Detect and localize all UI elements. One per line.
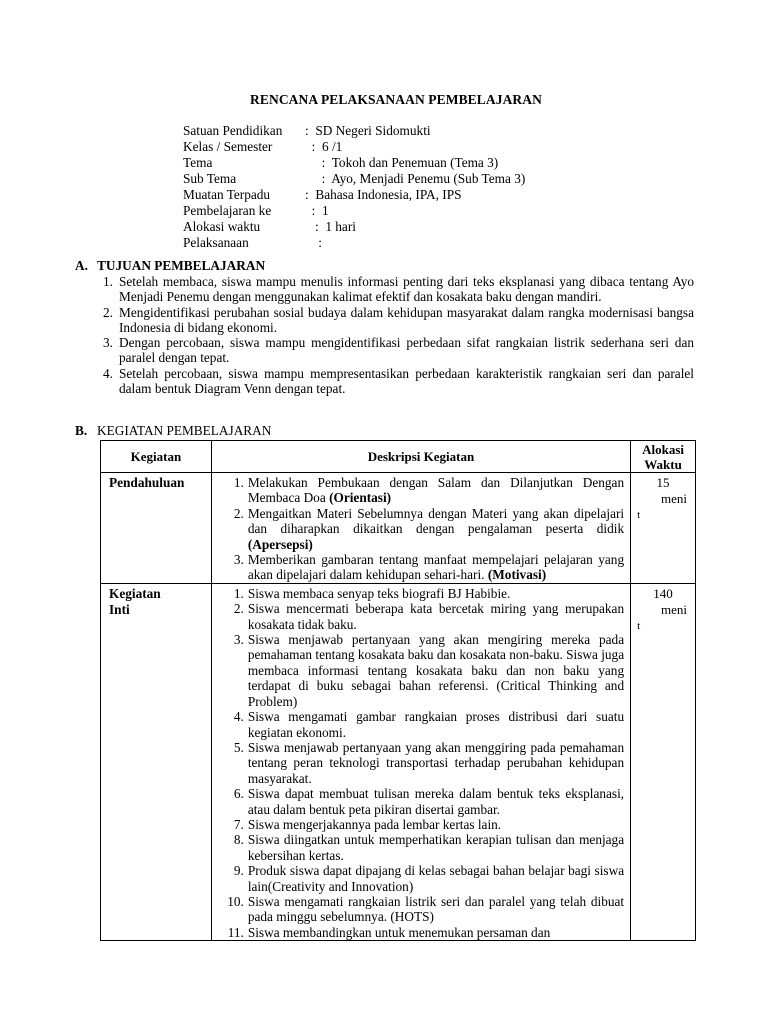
section-learning-objectives [75, 258, 695, 396]
activities-table [100, 440, 696, 941]
item-number: 2. [233, 505, 244, 521]
list-item [212, 632, 624, 709]
info-value: : 1 hari [305, 219, 356, 234]
info-value: : [305, 235, 322, 250]
info-value: : Bahasa Indonesia, IPA, IPS [305, 187, 462, 202]
item-text [248, 552, 624, 583]
item-text-bold: (Motivasi) [487, 567, 547, 583]
item-text-plain: Melakukan Pembukaan dengan Salam dan Dilanjutkan Dengan Membaca Doa [247, 475, 625, 506]
list-item [75, 335, 695, 366]
item-number: 11. [227, 924, 244, 940]
time-allocation [631, 473, 696, 584]
info-row [183, 171, 525, 187]
activity-name-line: Inti [109, 601, 130, 617]
table-header-row [101, 441, 696, 473]
item-text-plain: Mengaitkan Materi Sebelumnya dengan Materi yang akan dipelajari dan diharapkan dikaitkan dengan pengalaman peserta didik [247, 505, 625, 537]
activity-steps [212, 473, 630, 583]
list-item [212, 552, 624, 583]
item-text-bold: (Orientasi) [329, 490, 392, 506]
item-text: Siswa membaca senyap teks biografi BJ Habibie. [247, 585, 511, 601]
allocation-unit: meni [661, 601, 687, 617]
info-label: Sub Tema [183, 171, 237, 186]
item-number: 4. [103, 365, 113, 381]
item-text: Produk siswa dapat dipajang di kelas sebagai bahan belajar bagi siswa lain(Creativity and Innovation) [247, 863, 625, 894]
info-label: Tema [183, 155, 213, 170]
item-number: 8. [233, 832, 244, 848]
list-item [75, 274, 695, 305]
info-row [183, 155, 525, 171]
item-number: 10. [227, 893, 244, 909]
activity-description [211, 583, 630, 940]
info-row [183, 139, 525, 155]
list-item [212, 601, 624, 632]
info-row [183, 123, 525, 139]
allocation-unit-tail: t [637, 619, 641, 632]
document-title: RENCANA PELAKSANAAN PEMBELAJARAN [250, 92, 542, 107]
list-item [212, 740, 624, 786]
item-text: Siswa mencermati beberapa kata bercetak miring yang merupakan kosakata tidak baku. [247, 601, 625, 632]
list-item [212, 894, 624, 925]
list-item [212, 475, 624, 506]
item-text: Siswa mengamati rangkaian listrik seri dan paralel yang telah dibuat pada minggu sebelumnya. (HOTS) [247, 893, 625, 925]
list-item [212, 925, 624, 940]
info-value: : Tokoh dan Penemuan (Tema 3) [305, 155, 499, 170]
item-number: 2. [233, 601, 244, 617]
item-text: Siswa membandingkan untuk menemukan persaman dan [247, 924, 551, 940]
section-letter: A. [75, 258, 88, 273]
section-learning-activities [75, 423, 271, 439]
allocation-value: 140 [653, 585, 673, 601]
item-number: 5. [233, 739, 244, 755]
item-text: Siswa diingatkan untuk memperhatikan kerapian tulisan dan menjaga kebersihan kertas. [247, 832, 625, 863]
info-row [183, 219, 525, 235]
item-text: Dengan percobaan, siswa mampu mengidentifikasi perbedaan sifat rangkaian listrik sederhana seri dan paralel dengan tepat. [119, 335, 694, 366]
activity-steps [212, 584, 630, 940]
info-label: Pelaksanaan [183, 235, 249, 250]
info-value: : SD Negeri Sidomukti [305, 123, 431, 138]
time-allocation [631, 583, 696, 940]
info-value: : 6 /1 [305, 139, 343, 154]
identity-block [183, 123, 525, 251]
item-text-plain: Memberikan gambaran tentang manfaat mempelajari pelajaran yang akan dipelajari dalam kehidupan sehari-hari. [247, 552, 625, 583]
item-text: Mengidentifikasi perubahan sosial budaya dalam kehidupan masyarakat dalam rangka modernisasi bangsa Indonesia di bidang ekonomi. [119, 304, 694, 335]
list-item [212, 709, 624, 740]
item-text: Siswa menjawab pertanyaan yang akan mengiring mereka pada pemahaman tentang kosakata baku dan kosakata non-baku. Siswa juga membaca informasi tentang kosakata baku dan non baku yang terdapat di buku sebagai bahan referensi. (Critical Thinking and Problem) [247, 632, 625, 709]
list-item [75, 305, 695, 336]
item-text: Siswa mengamati gambar rangkaian proses distribusi dari suatu kegiatan ekonomi. [247, 709, 625, 740]
section-heading [75, 423, 271, 439]
item-text-bold: (Apersepsi) [247, 536, 313, 552]
activity-name: Pendahuluan [101, 473, 212, 584]
list-item [212, 786, 624, 817]
item-number: 1. [103, 274, 113, 289]
info-label: Satuan Pendidikan [183, 123, 283, 138]
item-number: 7. [233, 816, 244, 832]
info-row [183, 203, 525, 219]
section-title: KEGIATAN PEMBELAJARAN [97, 423, 272, 438]
list-item [212, 506, 624, 552]
item-text: Siswa menjawab pertanyaan yang akan menggiring pada pemahaman tentang peran teknologi transportasi terhadap perubahan kehidupan masyarakat. [247, 739, 625, 786]
list-item [212, 863, 624, 894]
item-text: Siswa dapat membuat tulisan mereka dalam bentuk teks eksplanasi, atau dalam bentuk peta pikiran disertai gambar. [247, 786, 625, 817]
info-row [183, 235, 525, 251]
info-value: : 1 [305, 203, 329, 218]
column-header: Deskripsi Kegiatan [211, 441, 630, 473]
info-label: Muatan Terpadu [183, 187, 271, 202]
item-number: 3. [233, 632, 244, 648]
allocation-unit-tail: t [637, 509, 641, 521]
item-text [248, 475, 624, 506]
column-header: Kegiatan [101, 441, 212, 473]
item-number: 3. [233, 552, 244, 568]
item-text: Siswa mengerjakannya pada lembar kertas lain. [247, 816, 502, 832]
table-row [101, 473, 696, 584]
info-label: Alokasi waktu [183, 219, 261, 234]
section-heading [75, 258, 695, 274]
table-row [101, 583, 696, 940]
info-label: Kelas / Semester [183, 139, 273, 154]
item-number: 3. [103, 335, 113, 351]
item-number: 4. [233, 709, 244, 725]
item-number: 9. [233, 863, 244, 879]
list-item [212, 832, 624, 863]
activity-name [101, 583, 212, 940]
item-number: 6. [233, 786, 244, 802]
allocation-unit: meni [661, 491, 687, 506]
section-title: TUJUAN PEMBELAJARAN [97, 258, 266, 273]
activity-name-line: Kegiatan [109, 585, 161, 601]
list-item [212, 586, 624, 601]
item-text [248, 506, 624, 552]
section-letter: B. [75, 423, 88, 438]
allocation-value: 15 [656, 475, 670, 490]
info-value: : Ayo, Menjadi Penemu (Sub Tema 3) [305, 171, 526, 186]
info-row [183, 187, 525, 203]
activity-description [211, 473, 630, 584]
column-header: Alokasi Waktu [631, 441, 696, 473]
item-text: Setelah membaca, siswa mampu menulis informasi penting dari teks eksplanasi yang dibaca tentang Ayo Menjadi Penemu dengan menggunakan kalimat efektif dan kosakata baku dengan mandiri. [119, 274, 694, 305]
item-number: 1. [233, 585, 244, 601]
item-number: 2. [103, 304, 113, 320]
info-label: Pembelajaran ke [183, 203, 272, 218]
item-number: 1. [233, 475, 244, 490]
list-item [212, 817, 624, 832]
objectives-list [75, 274, 695, 396]
item-text: Setelah percobaan, siswa mampu mempresentasikan perbedaan karakteristik rangkaian seri dan paralel dalam bentuk Diagram Venn dengan tepat. [119, 365, 694, 397]
list-item [75, 366, 695, 397]
